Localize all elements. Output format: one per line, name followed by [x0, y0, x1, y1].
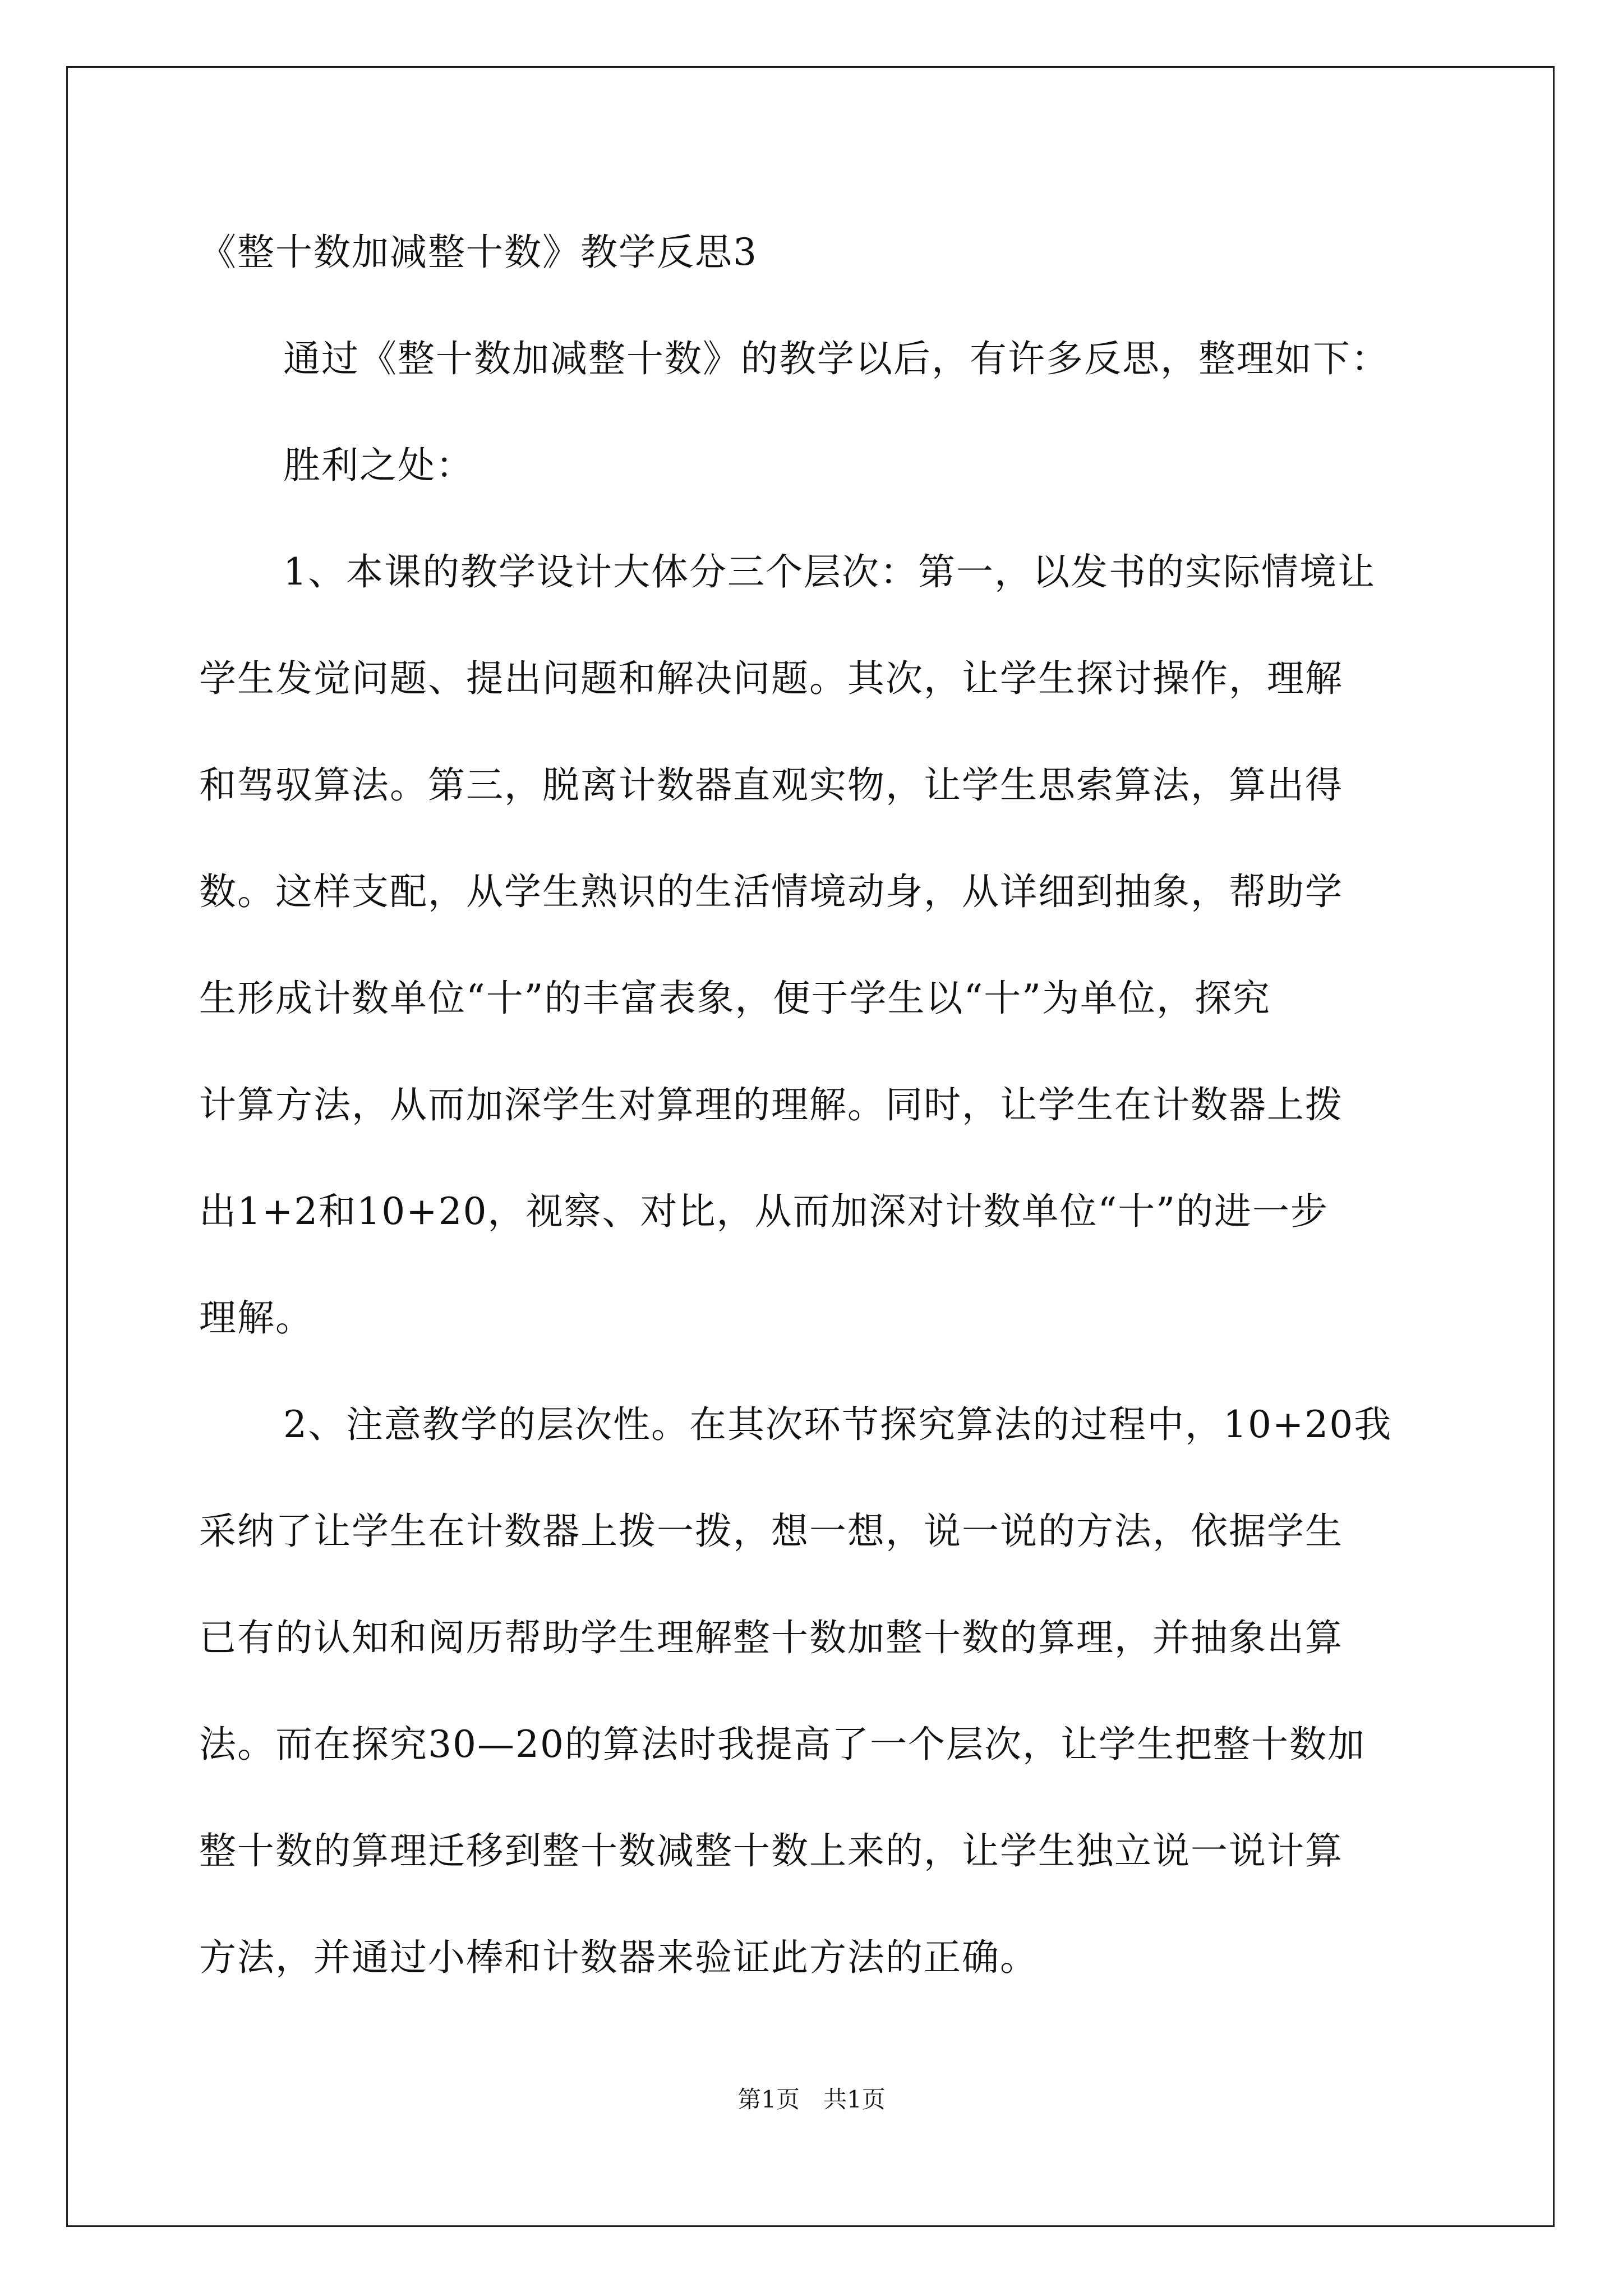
p1-line: 计算方法，从而加深学生对算理的理解。同时，让学生在计数器上拨	[199, 1083, 1343, 1126]
p1-line: 学生发觉问题、提出问题和解决问题。其次，让学生探讨操作，理解	[199, 657, 1343, 700]
p1-line: 数。这样支配，从学生熟识的生活情境动身，从详细到抽象，帮助学	[199, 870, 1343, 913]
p1-line: 和驾驭算法。第三，脱离计数器直观实物，让学生思索算法，算出得	[199, 763, 1343, 807]
p1-line: 生形成计数单位“十”的丰富表象，便于学生以“十”为单位，探究	[199, 977, 1271, 1020]
p1-line: 1、本课的教学设计大体分三个层次：第一，以发书的实际情境让	[283, 550, 1376, 593]
p2-line: 整十数的算理迁移到整十数减整十数上来的，让学生独立说一说计算	[199, 1829, 1343, 1872]
doc-title: 《整十数加减整十数》教学反思3	[199, 231, 758, 274]
p2-line: 2、注意教学的层次性。在其次环节探究算法的过程中，10+20我	[283, 1403, 1393, 1446]
page-footer: 第1页 共1页	[737, 2086, 886, 2113]
p1-line: 理解。	[199, 1296, 313, 1340]
intro: 通过《整十数加减整十数》的教学以后，有许多反思，整理如下：	[283, 337, 1389, 380]
p2-line: 方法，并通过小棒和计数器来验证此方法的正确。	[199, 1936, 1038, 1979]
p2-line: 采纳了让学生在计数器上拨一拨，想一想，说一说的方法，依据学生	[199, 1510, 1343, 1553]
page-border	[66, 66, 1555, 2227]
heading: 胜利之处：	[283, 444, 474, 487]
p2-line: 已有的认知和阅历帮助学生理解整十数加整十数的算理，并抽象出算	[199, 1616, 1343, 1659]
p2-line: 法。而在探究30—20的算法时我提高了一个层次，让学生把整十数加	[199, 1723, 1366, 1766]
p1-line: 出1+2和10+20，视察、对比，从而加深对计数单位“十”的进一步	[199, 1190, 1329, 1233]
